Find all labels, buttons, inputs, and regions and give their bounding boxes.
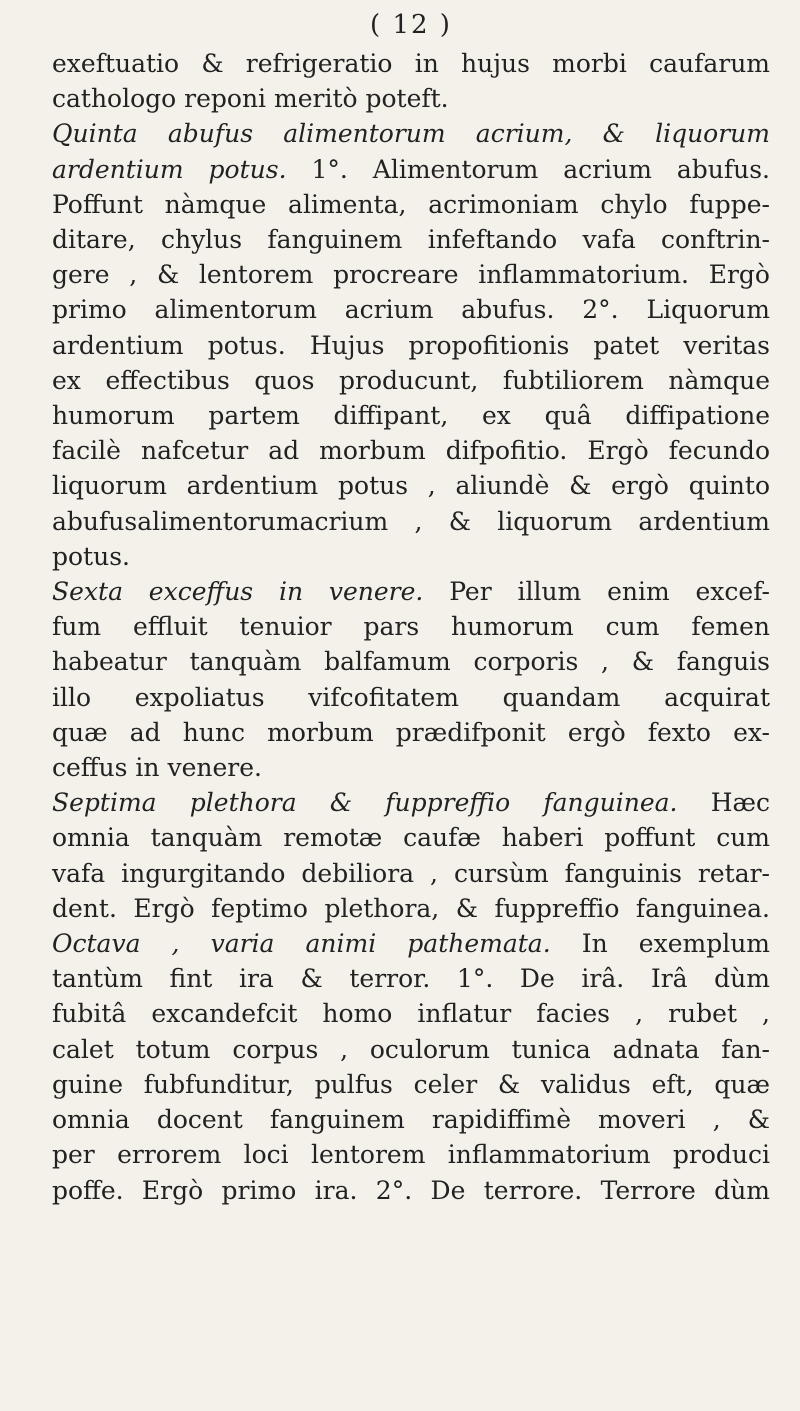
text-run: facilè nafcetur ad morbum difpofitio. Ergò fecundo — [52, 436, 770, 466]
text-line — [52, 750, 770, 785]
text-line — [52, 187, 770, 222]
text-run: habeatur tanquàm balfamum corporis , & fanguis — [52, 647, 770, 677]
text-run: omnia tanquàm remotæ caufæ haberi poffunt cum — [52, 823, 770, 853]
italic-heading: Octava , varia animi pathemata. — [52, 929, 551, 959]
text-run: ardentium potus. Hujus propofitionis patet veritas — [52, 330, 770, 360]
text-run: ceffus in venere. — [52, 753, 262, 783]
text-line — [52, 468, 770, 503]
text-run: Per illum enim excef- — [423, 577, 770, 607]
text-run: Hæc — [677, 788, 770, 818]
text-run: guine fubfunditur, pulfus celer & validus eft, quæ — [52, 1069, 770, 1099]
text-run: 1°. Alimentorum acrium abufus. — [286, 154, 771, 184]
text-run: abufusalimentorumacrium , & liquorum ardentium — [52, 506, 770, 536]
text-line — [52, 1173, 770, 1208]
text-run: exeftuatio & refrigeratio in hujus morbi caufarum — [52, 49, 770, 78]
text-line — [52, 1102, 770, 1137]
text-run: illo expoliatus vifcofitatem quandam acquirat — [52, 682, 770, 712]
text-run: per errorem loci lentorem inflammatorium produci — [52, 1140, 770, 1170]
text-run: fum effluit tenuior pars humorum cum femen — [52, 612, 770, 642]
text-run: gere , & lentorem procreare inflammatorium. Ergò — [52, 260, 770, 290]
page-number: ( 12 ) — [370, 10, 452, 40]
text-run: dent. Ergò feptimo plethora, & fuppreffio fanguinea. — [52, 893, 770, 923]
text-line — [52, 891, 770, 926]
italic-heading: Sexta exceffus in venere. — [52, 577, 424, 607]
text-line — [52, 996, 770, 1031]
text-run: fubitâ excandefcit homo inflatur facies , rubet , — [52, 999, 770, 1029]
text-line — [52, 46, 770, 81]
text-line — [52, 1032, 770, 1067]
italic-heading: ardentium potus. — [52, 154, 287, 184]
text-line — [52, 1137, 770, 1172]
text-line — [52, 504, 770, 539]
text-line — [52, 680, 770, 715]
text-line — [52, 926, 770, 961]
text-run: cathologo reponi meritò poteft. — [52, 84, 449, 114]
text-run: ditare, chylus fanguinem infeftando vafa conftrin- — [52, 225, 770, 255]
text-line — [52, 292, 770, 327]
text-line — [52, 1067, 770, 1102]
text-line — [52, 820, 770, 855]
text-run: primo alimentorum acrium abufus. 2°. Liquorum — [52, 295, 770, 325]
text-run: ex effectibus quos producunt, fubtiliorem nàmque — [52, 365, 770, 395]
text-run: calet totum corpus , oculorum tunica adnata fan- — [52, 1034, 770, 1064]
text-line — [52, 116, 770, 151]
text-run: quæ ad hunc morbum prædifponit ergò fexto ex- — [52, 717, 770, 747]
italic-heading: Quinta abufus alimentorum acrium, & liquorum — [52, 119, 770, 149]
text-line — [52, 961, 770, 996]
text-line — [52, 539, 770, 574]
text-line — [52, 257, 770, 292]
text-line — [52, 222, 770, 257]
text-line — [52, 328, 770, 363]
text-run: potus. — [52, 541, 130, 571]
text-line — [52, 785, 770, 820]
text-line — [52, 644, 770, 679]
text-run: tantùm fint ira & terror. 1°. De irâ. Irâ dùm — [52, 964, 770, 994]
text-run: poffe. Ergò primo ira. 2°. De terrore. Terrore dùm — [52, 1175, 770, 1205]
text-line — [52, 715, 770, 750]
text-line — [52, 152, 770, 187]
text-run: In exemplum — [550, 929, 770, 959]
text-run: omnia docent fanguinem rapidiffimè moveri , & — [52, 1105, 770, 1135]
text-line — [52, 609, 770, 644]
body-text — [52, 46, 770, 1208]
text-line — [52, 433, 770, 468]
text-run: vafa ingurgitando debiliora , cursùm fanguinis retar- — [52, 858, 770, 888]
text-line — [52, 81, 770, 116]
text-run: humorum partem diffipant, ex quâ diffipatione — [52, 401, 770, 431]
italic-heading: Septima plethora & fuppreffio fanguinea. — [52, 788, 678, 818]
text-line — [52, 398, 770, 433]
text-line — [52, 574, 770, 609]
text-line — [52, 363, 770, 398]
text-run: Poffunt nàmque alimenta, acrimoniam chylo fuppe- — [52, 189, 770, 219]
text-line — [52, 856, 770, 891]
text-run: liquorum ardentium potus , aliundè & ergò quinto — [52, 471, 770, 501]
